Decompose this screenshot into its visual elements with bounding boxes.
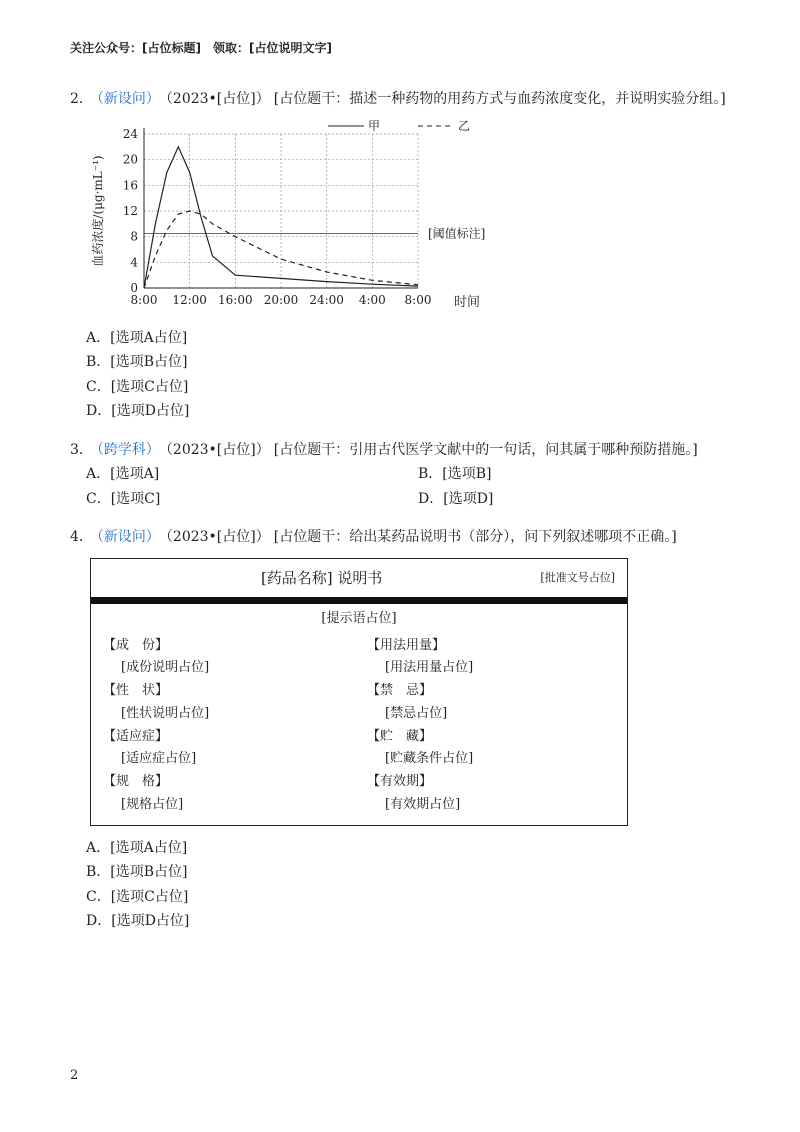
leaflet-title: [药品名称] 说明书: [260, 568, 383, 587]
options-list: [86, 326, 730, 424]
option-a[interactable]: [86, 326, 730, 351]
option-text: [选项C]: [110, 490, 161, 507]
option-label: B．: [86, 864, 111, 880]
leaflet-left-column: [103, 635, 351, 817]
options-list: [86, 462, 730, 511]
option-a[interactable]: [86, 462, 398, 487]
option-label: D．: [86, 913, 112, 929]
option-text: [选项D]: [443, 490, 494, 507]
option-text: [选项B]: [442, 466, 492, 482]
question-source: （2023•[占位]）: [165, 441, 270, 458]
x-tick-label: 8:00: [130, 292, 158, 307]
option-b[interactable]: [86, 860, 730, 885]
leaflet-body: [91, 635, 627, 825]
option-b[interactable]: [86, 350, 730, 375]
question-tag: （新设问）: [96, 91, 160, 107]
leaflet-section-text: [适应症占位]: [121, 751, 197, 767]
option-d[interactable]: [418, 487, 730, 512]
leaflet-section-text: [用法用量占位]: [385, 660, 474, 676]
leaflet-divider: [91, 597, 627, 604]
option-text: [选项A占位]: [110, 329, 188, 346]
question-2: [70, 87, 730, 424]
option-b[interactable]: [418, 462, 730, 487]
leaflet-section-text: [性状说明占位]: [121, 705, 210, 721]
legend-label: 乙: [458, 119, 471, 133]
question-number: 4．: [70, 529, 93, 545]
question-text: [占位题干：描述一种药物的用药方式与血药浓度变化，并说明实验分组。]: [273, 91, 726, 107]
option-text: [选项D占位]: [111, 913, 190, 929]
option-d[interactable]: [86, 399, 730, 424]
question-text: [占位题干：给出某药品说明书（部分），问下列叙述哪项不正确。]: [273, 529, 677, 545]
y-tick-label: 0: [130, 280, 138, 295]
option-text: [选项B占位]: [110, 354, 188, 370]
question-stem: [70, 438, 730, 463]
option-label: D．: [86, 403, 112, 419]
y-tick-label: 24: [122, 126, 138, 141]
x-tick-label: 8:00: [404, 292, 432, 307]
option-text: [选项A]: [110, 466, 160, 482]
leaflet-title-row: [91, 559, 627, 597]
leaflet-section-head: 【规 格】: [103, 774, 169, 789]
threshold-label: [阈值标注]: [428, 225, 486, 240]
option-text: [选项A占位]: [110, 839, 188, 856]
leaflet-section-head: 【成 份】: [103, 637, 169, 653]
option-label: C．: [86, 888, 111, 905]
legend-label: 甲: [368, 119, 381, 133]
question-text: [占位题干：引用古代医学文献中的一句话，问其属于哪种预防措施。]: [273, 441, 698, 458]
y-tick-label: 12: [122, 203, 138, 218]
option-text: [选项D占位]: [111, 403, 190, 419]
x-axis-label: 时间: [454, 294, 481, 310]
question-number: 2．: [70, 91, 93, 107]
option-text: [选项C占位]: [110, 888, 189, 905]
option-d[interactable]: [86, 909, 730, 934]
leaflet-approval-number: [批准文号占位]: [540, 571, 615, 584]
y-tick-label: 4: [130, 254, 138, 269]
leaflet-section-text: [禁忌占位]: [385, 705, 448, 721]
question-stem: [70, 87, 730, 112]
leaflet-section-head: 【有效期】: [367, 774, 433, 789]
x-tick-label: 12:00: [172, 292, 207, 307]
leaflet-section-head: 【性 状】: [103, 683, 169, 698]
option-label: A．: [86, 839, 111, 856]
y-tick-label: 20: [122, 152, 138, 167]
leaflet-right-column: [367, 635, 615, 817]
top-note: 关注公众号：[占位标题] 领取：[占位说明文字]: [70, 41, 332, 55]
option-a[interactable]: [86, 836, 730, 861]
leaflet-section-text: [贮藏条件占位]: [385, 751, 474, 767]
option-label: C．: [86, 378, 111, 395]
option-label: B．: [86, 354, 111, 370]
option-label: A．: [86, 466, 111, 482]
leaflet-section-head: 【适应症】: [103, 728, 169, 744]
x-tick-label: 16:00: [218, 292, 253, 307]
question-number: 3．: [70, 441, 93, 458]
y-axis-label: 血药浓度/(μg·mL⁻¹): [91, 154, 105, 267]
leaflet-section-head: 【用法用量】: [367, 637, 446, 653]
question-tag: （跨学科）: [96, 441, 160, 458]
options-list: [86, 836, 730, 934]
question-stem: [70, 525, 730, 550]
y-tick-label: 16: [122, 177, 138, 192]
option-label: B．: [418, 466, 443, 482]
concentration-chart: [88, 120, 730, 320]
question-source: （2023•[占位]）: [165, 529, 270, 545]
medicine-leaflet: [90, 558, 628, 826]
question-4: [70, 525, 730, 934]
option-label: C．: [86, 490, 111, 507]
question-3: [70, 438, 730, 512]
option-label: D．: [418, 490, 444, 507]
option-c[interactable]: [86, 885, 730, 910]
option-c[interactable]: [86, 375, 730, 400]
x-tick-label: 24:00: [309, 292, 344, 307]
leaflet-section-head: 【贮 藏】: [367, 728, 433, 744]
leaflet-section-head: 【禁 忌】: [367, 683, 433, 698]
leaflet-section-text: [成份说明占位]: [121, 660, 210, 676]
option-c[interactable]: [86, 487, 398, 512]
leaflet-notice: [提示语占位]: [321, 610, 397, 626]
leaflet-section-text: [有效期占位]: [385, 796, 461, 812]
leaflet-section-text: [规格占位]: [121, 796, 184, 812]
option-label: A．: [86, 329, 111, 346]
x-tick-label: 20:00: [263, 292, 299, 307]
question-tag: （新设问）: [96, 529, 160, 545]
question-source: （2023•[占位]）: [165, 91, 270, 107]
option-text: [选项B占位]: [110, 864, 188, 880]
y-tick-label: 8: [130, 229, 138, 244]
option-text: [选项C占位]: [110, 378, 189, 395]
page-number: 2: [70, 1068, 79, 1084]
chart-svg: [88, 120, 548, 320]
x-tick-label: 4:00: [358, 292, 386, 307]
